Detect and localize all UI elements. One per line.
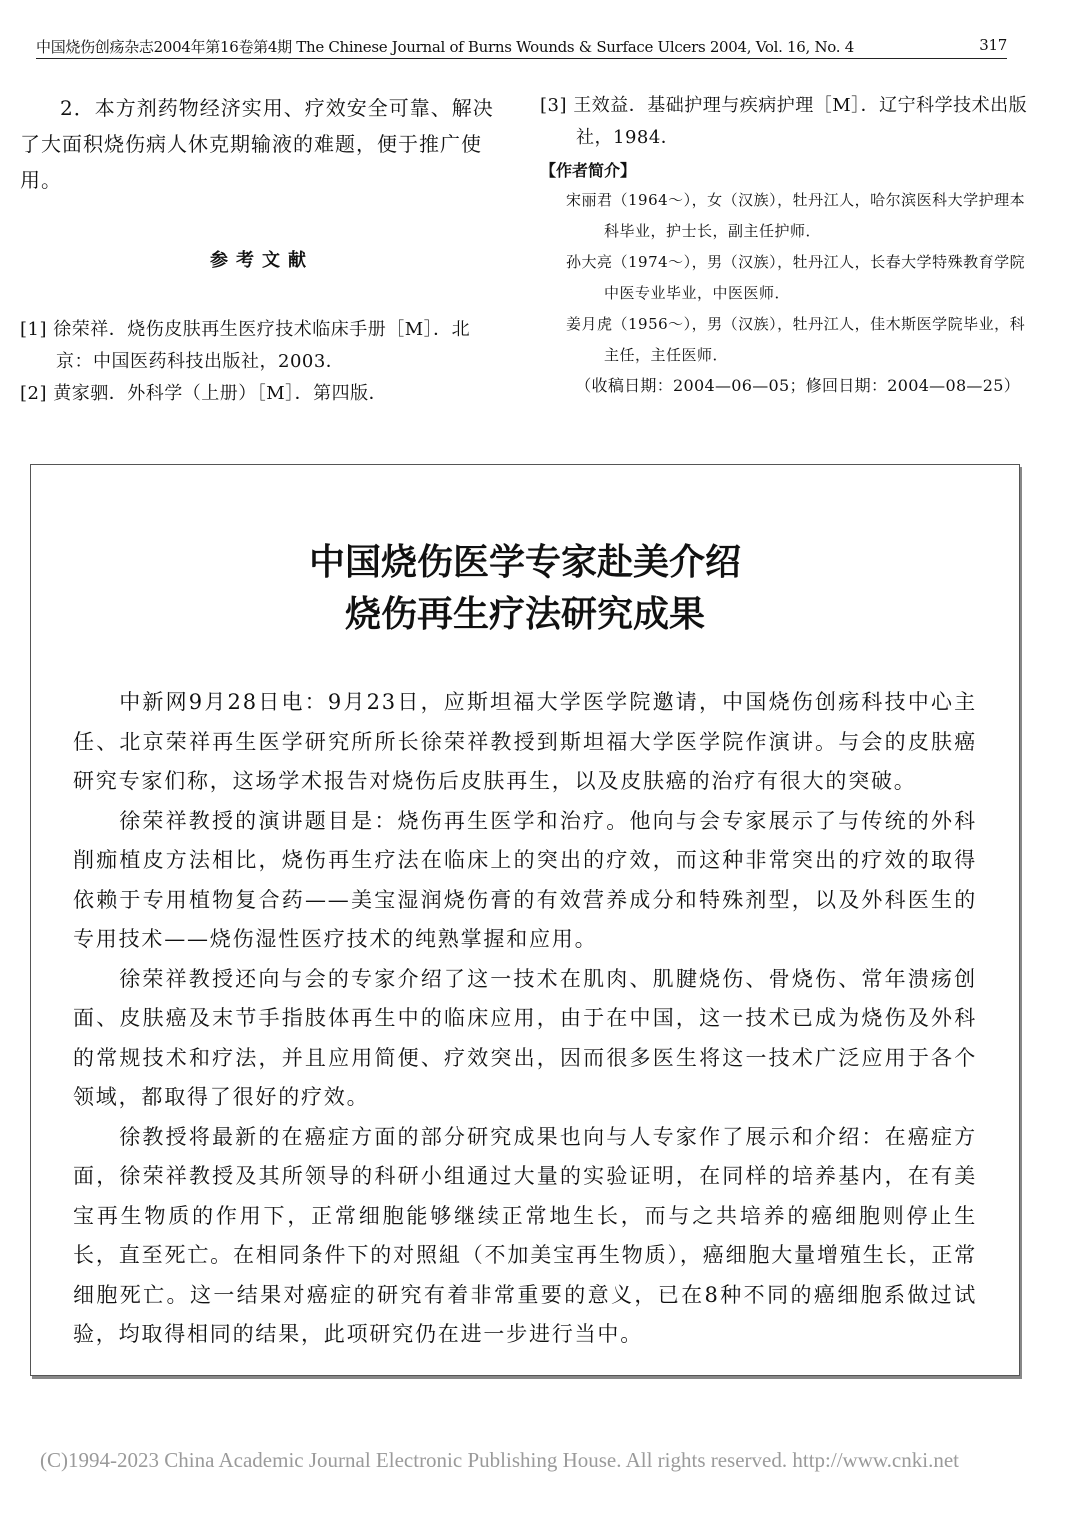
reference-2: [2] 黄家驷．外科学（上册）［M］．第四版． [20,383,388,404]
news-paragraph-4: 徐教授将最新的在癌症方面的部分研究成果也向与人专家作了展示和介绍：在癌症方面，徐荣祥教授及其所领导的科研小组通过大量的实验证明，在同样的培养基内，在有美宝再生物质的作用下，正常细胞能够继续正常地生长，而与之共培养的癌细胞则停止生长，直至死亡。在相同条件下的对照組（不加美宝再生物质），癌细胞大量增殖生长，正常细胞死亡。这一结果对癌症的研究有着非常重要的意义，已在8种不同的癌细胞系做过试验，均取得相同的结果，此项研究仍在进一步进行当中。 [73,1124,977,1346]
author-intro-heading: 【作者简介】 [540,161,637,180]
reference-3: [3] 王效益．基础护理与疾病护理［M］．辽宁科学技术出版社，1984． [540,95,1028,148]
news-paragraph-3: 徐荣祥教授还向与会的专家介绍了这一技术在肌肉、肌腱烧伤、骨烧伤、常年溃疡创面、皮肤癌及末节手指肢体再生中的临床应用，由于在中国，这一技术已成为烧伤及外科的常规技术和疗法，并且应用简便、疗效突出，因而很多医生将这一技术广泛应用于各个领域，都取得了很好的疗效。 [73,966,977,1109]
right-column [540,90,1030,396]
news-body [73,683,977,1355]
news-box [30,464,1020,1376]
page-number: 317 [979,36,1007,54]
reference-1: [1] 徐荣祥．烧伤皮肤再生医疗技术临床手册［M］．北京：中国医药科技出版社，2003． [20,319,471,372]
running-header [36,36,1007,59]
news-paragraph-1: 中新网9月28日电：9月23日，应斯坦福大学医学院邀请，中国烧伤创疡科技中心主任、北京荣祥再生医学研究所所长徐荣祥教授到斯坦福大学医学院作演讲。与会的皮肤癌研究专家们称，这场学术报告对烧伤后皮肤再生，以及皮肤癌的治疗有很大的突破。 [73,690,977,793]
received-dates: （收稿日期：2004—06—05；修回日期：2004—08—25） [575,376,1020,395]
news-paragraph-2: 徐荣祥教授的演讲题目是：烧伤再生医学和治疗。他向与会专家展示了与传统的外科削痂植皮方法相比，烧伤再生疗法在临床上的突出的疗效，而这种非常突出的疗效的取得依赖于专用植物复合药——美宝湿润烧伤膏的有效营养成分和特殊剂型，以及外科医生的专用技术——烧伤湿性医疗技术的纯熟掌握和应用。 [73,808,977,951]
conclusion-paragraph: 2．本方剂药物经济实用、疗效安全可靠、解决了大面积烧伤病人休克期输液的难题，便于推广使用。 [20,96,494,192]
references-heading: 参考文献 [210,250,314,271]
author-bio-3: 姜月虎（1956～），男（汉族），牡丹江人，佳木斯医学院毕业，科主任，主任医师． [566,315,1026,364]
news-title [31,537,1019,641]
news-title-line-1: 中国烧伤医学专家赴美介绍 [308,542,741,583]
news-title-line-2: 烧伤再生疗法研究成果 [344,594,705,635]
copyright-footer: (C)1994-2023 China Academic Journal Electronic Publishing House. All rights reserved. http://www.cnki.net [40,1448,959,1472]
left-column [20,90,504,410]
journal-citation: 中国烧伤创疡杂志2004年第16卷第4期 The Chinese Journal of Burns Wounds & Surface Ulcers 2004, Vol. 16, No. 4 [36,38,854,56]
author-bio-2: 孙大亮（1974～），男（汉族），牡丹江人，长春大学特殊教育学院中医专业毕业，中医医师． [566,253,1026,302]
author-bio-1: 宋丽君（1964～），女（汉族），牡丹江人，哈尔滨医科大学护理本科毕业，护士长，副主任护师． [566,191,1026,240]
